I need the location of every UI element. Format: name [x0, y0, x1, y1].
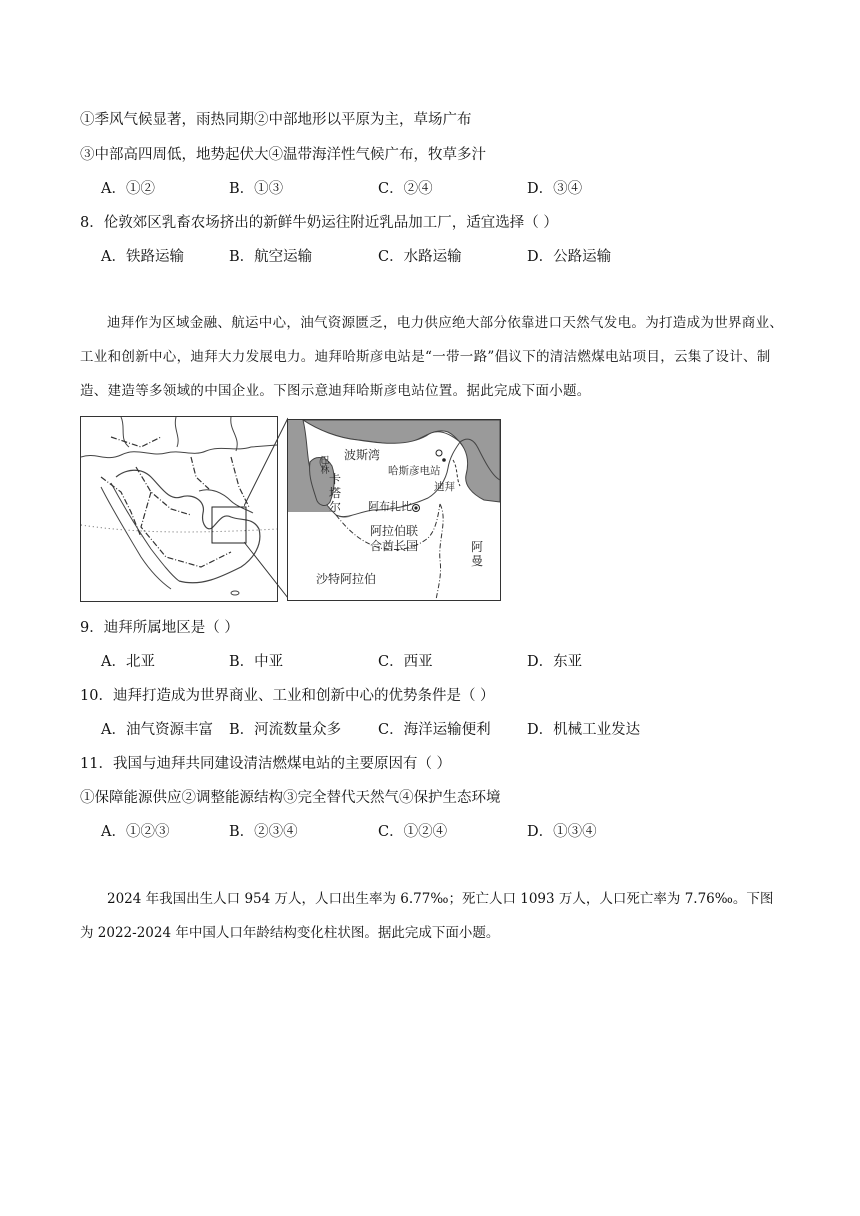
map-label-dubai: 迪拜 — [434, 481, 455, 493]
dubai-detail-map — [287, 419, 501, 601]
map-label-persian-gulf: 波斯湾 — [344, 448, 381, 462]
map-connector-lines — [244, 416, 288, 600]
q8-option-d: D．公路运输 — [527, 249, 612, 265]
map-label-bahrain: 巴林 — [320, 456, 330, 476]
q7-option-a: A．①② — [101, 181, 155, 197]
q8-option-b: B．航空运输 — [229, 249, 313, 265]
q11-stem: 11．我国与迪拜共同建设清洁燃煤电站的主要原因有（ ） — [80, 756, 452, 772]
map-label-abu-dhabi: 阿布扎比 — [368, 500, 412, 513]
q7-option-d: D．③④ — [527, 181, 583, 197]
population-passage: 2024 年我国出生人口 954 万人，人口出生率为 6.77‰；死亡人口 1093 万人，人口死亡率为 7.76‰。下图为 2022-2024 年中国人口年龄结构变化柱状图。据此完成下面小题。 — [80, 891, 774, 941]
map-label-qatar: 卡塔尔 — [328, 472, 341, 514]
q11-option-c: C．①②④ — [378, 824, 448, 840]
q10-option-b: B．河流数量众多 — [229, 722, 342, 738]
q11-option-b: B．②③④ — [229, 824, 298, 840]
q8-option-a: A．铁路运输 — [101, 249, 184, 265]
q8-option-c: C．水路运输 — [378, 249, 462, 265]
q10-option-d: D．机械工业发达 — [527, 722, 641, 738]
q11-option-a: A．①②③ — [101, 824, 170, 840]
q7-statement-line-1: ①季风气候显著，雨热同期②中部地形以平原为主，草场广布 — [80, 112, 472, 128]
q7-option-c: C．②④ — [378, 181, 433, 197]
map-label-oman: 阿曼 — [470, 540, 483, 568]
q9-stem: 9．迪拜所属地区是（ ） — [80, 620, 239, 636]
q10-stem: 10．迪拜打造成为世界商业、工业和创新中心的优势条件是（ ） — [80, 688, 495, 704]
map-label-hassyan-station: 哈斯彦电站 — [388, 465, 441, 477]
q10-option-c: C．海洋运输便利 — [378, 722, 491, 738]
q11-statements: ①保障能源供应②调整能源结构③完全替代天然气④保护生态环境 — [80, 790, 501, 806]
dubai-passage: 迪拜作为区域金融、航运中心，油气资源匮乏，电力供应绝大部分依靠进口天然气发电。为打造成为世界商业、工业和创新中心，迪拜大力发展电力。迪拜哈斯彦电站是“一带一路”倡议下的清洁燃煤电站项目，云集了设计、制造、建造等多领域的中国企业。下图示意迪拜哈斯彦电站位置。据此完成下面小题。 — [80, 315, 784, 399]
map-label-uae-line-2: 合酋长国 — [370, 539, 419, 553]
map-label-saudi-arabia: 沙特阿拉伯 — [316, 572, 377, 586]
q9-option-b: B．中亚 — [229, 654, 284, 670]
q11-option-d: D．①③④ — [527, 824, 597, 840]
q7-statement-line-2: ③中部高四周低，地势起伏大④温带海洋性气候广布，牧草多汁 — [80, 147, 486, 163]
q9-option-c: C．西亚 — [378, 654, 433, 670]
map-label-uae-line-1: 阿拉伯联 — [370, 524, 419, 538]
q9-option-d: D．东亚 — [527, 654, 583, 670]
q9-option-a: A．北亚 — [101, 654, 155, 670]
q8-stem: 8．伦敦郊区乳畜农场挤出的新鲜牛奶运往附近乳品加工厂，适宜选择（ ） — [80, 215, 558, 231]
q10-option-a: A．油气资源丰富 — [101, 722, 213, 738]
q7-option-b: B．①③ — [229, 181, 284, 197]
